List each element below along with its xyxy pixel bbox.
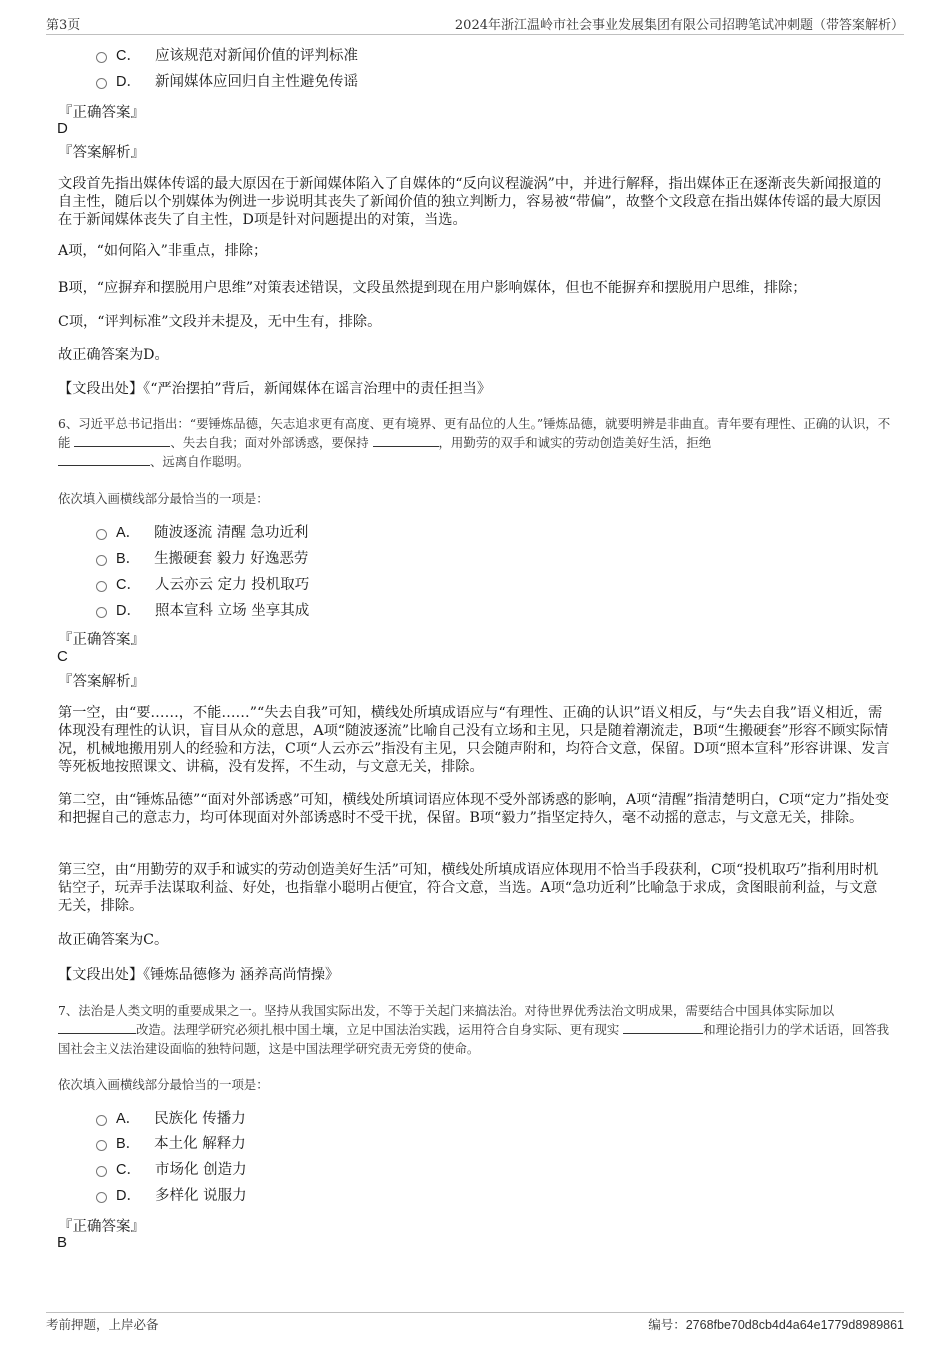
answer-value: B (57, 1234, 68, 1251)
analysis-paragraph: C项，“评判标准”文段并未提及，无中生有，排除。 (58, 314, 382, 330)
radio-icon[interactable] (96, 1166, 107, 1177)
answer-value: C (57, 648, 68, 665)
analysis-paragraph: 第一空，由“要……，不能……”“失去自我”可知，横线处所填成语应与“有理性、正确的认识”语义相反，与“失去自我”语义相近，需体现没有理性的认识，盲目从众的意思，A项“随波逐流”比喻自己没有立场和主见，只是随着潮流走，B项“生搬硬套”形容不顾实际情况，机械地搬用别人的经验和方法，C项“人云亦云”指没有主见，只会随声附和，均符合文意，保留。D项“照本宣科”形容讲课、发言等死板地按照课文、讲稿，没有发挥，不生动，与文意无关，排除。 (58, 705, 890, 775)
answer-label: 『正确答案』 (58, 632, 145, 648)
analysis-paragraph: B项，“应摒弃和摆脱用户思维”对策表述错误，文段虽然提到现在用户影响媒体，但也不能摒弃和摆脱用户思维，排除； (58, 280, 807, 296)
analysis-paragraph: A项，“如何陷入”非重点，排除； (58, 243, 268, 259)
fill-blank (623, 1021, 703, 1034)
page-header (46, 14, 904, 35)
analysis-paragraph: 第三空，由“用勤劳的双手和诚实的劳动创造美好生活”可知，横线处所填成语应体现用不恰当手段获利，C项“投机取巧”指利用时机钻空子，玩弄手法谋取利益、好处，也指靠小聪明占便宜，符合文意，当选。A项“急功近利”比喻急于求成，贪图眼前利益，与文意无关，排除。 (58, 862, 879, 914)
fill-blank (74, 434, 170, 447)
question-stem: 6、习近平总书记指出：“要锤炼品德，矢志追求更有高度、更有境界、更有品位的人生。”锤炼品德，就要明辨是非曲直。青年要有理性、正确的认识，不能 、失去自我；面对外部诱惑，要保持 ，用勤劳的双手和诚实的劳动创造美好生活，拒绝 、远离自作聪明。 (58, 416, 891, 469)
fill-blank (373, 434, 439, 447)
analysis-paragraph: 第二空，由“锤炼品德”“面对外部诱惑”可知，横线处所填词语应体现不受外部诱惑的影响，A项“清醒”指清楚明白，C项“定力”指处变和把握自己的意志力，均可体现面对外部诱惑时不受干扰，保留。B项“毅力”指坚定持久，毫不动摇的意志，与文意无关，排除。 (58, 792, 890, 826)
radio-icon[interactable] (96, 607, 107, 618)
option-b[interactable]: B． 本土化 解释力 (96, 1133, 246, 1155)
radio-icon[interactable] (96, 52, 107, 63)
document-code: 编号：2768fbe70d8cb4d4a64e1779d8989861 (648, 1317, 904, 1332)
question-instruction: 依次填入画横线部分最恰当的一项是： (58, 491, 269, 506)
analysis-label: 『答案解析』 (58, 145, 145, 161)
option-c[interactable]: C． 市场化 创造力 (96, 1159, 247, 1181)
fill-blank (58, 1021, 136, 1034)
radio-icon[interactable] (96, 581, 107, 592)
radio-icon[interactable] (96, 529, 107, 540)
fill-blank (58, 453, 150, 466)
page-number: 第3页 (46, 18, 81, 33)
analysis-label: 『答案解析』 (58, 674, 145, 690)
footer-slogan: 考前押题，上岸必备 (46, 1317, 159, 1332)
analysis-paragraph: 文段首先指出媒体传谣的最大原因在于新闻媒体陷入了自媒体的“反向议程漩涡”中，并进行解释，指出媒体正在逐渐丧失新闻报道的自主性，随后以个别媒体为例进一步说明其丧失了新闻价值的独立判断力，容易被“带偏”，故整个文段意在指出媒体传谣的最大原因在于新闻媒体丧失了自主性，D项是针对问题提出的对策，当选。 (58, 176, 882, 228)
radio-icon[interactable] (96, 555, 107, 566)
option-b[interactable]: B． 生搬硬套 毅力 好逸恶劳 (96, 548, 308, 570)
question-instruction: 依次填入画横线部分最恰当的一项是： (58, 1077, 269, 1092)
answer-label: 『正确答案』 (58, 1219, 145, 1235)
option-c[interactable]: C． 应该规范对新闻价值的评判标准 (96, 45, 358, 67)
source-citation: 【文段出处】《“严治摆拍”背后，新闻媒体在谣言治理中的责任担当》 (58, 381, 492, 397)
option-d[interactable]: D． 新闻媒体应回归自主性避免传谣 (96, 71, 358, 93)
page-footer (46, 1312, 904, 1335)
analysis-paragraph: 故正确答案为C。 (58, 932, 169, 948)
answer-label: 『正确答案』 (58, 105, 145, 121)
option-d[interactable]: D． 照本宣科 立场 坐享其成 (96, 600, 309, 622)
option-a[interactable]: A． 随波逐流 清醒 急功近利 (96, 522, 308, 544)
radio-icon[interactable] (96, 78, 107, 89)
option-a[interactable]: A． 民族化 传播力 (96, 1108, 246, 1130)
question-stem: 7、法治是人类文明的重要成果之一。坚持从我国实际出发，不等于关起门来搞法治。对待世界优秀法治文明成果，需要结合中国具体实际加以 改造。法理学研究必须扎根中国土壤，立足中国法治实践，运用符合自身实际、更有现实 和理论指引力的学术话语，回答我国社会主义法治建设面临的独特问题，这是中国法理学研究责无旁贷的使命。 (58, 1003, 890, 1056)
source-citation: 【文段出处】《锤炼品德修为 涵养高尚情操》 (58, 967, 340, 983)
document-title: 2024年浙江温岭市社会事业发展集团有限公司招聘笔试冲刺题（带答案解析） (454, 18, 904, 33)
radio-icon[interactable] (96, 1115, 107, 1126)
analysis-paragraph: 故正确答案为D。 (58, 347, 169, 363)
option-c[interactable]: C． 人云亦云 定力 投机取巧 (96, 574, 309, 596)
answer-value: D (57, 120, 68, 137)
option-d[interactable]: D． 多样化 说服力 (96, 1185, 247, 1207)
radio-icon[interactable] (96, 1192, 107, 1203)
radio-icon[interactable] (96, 1140, 107, 1151)
